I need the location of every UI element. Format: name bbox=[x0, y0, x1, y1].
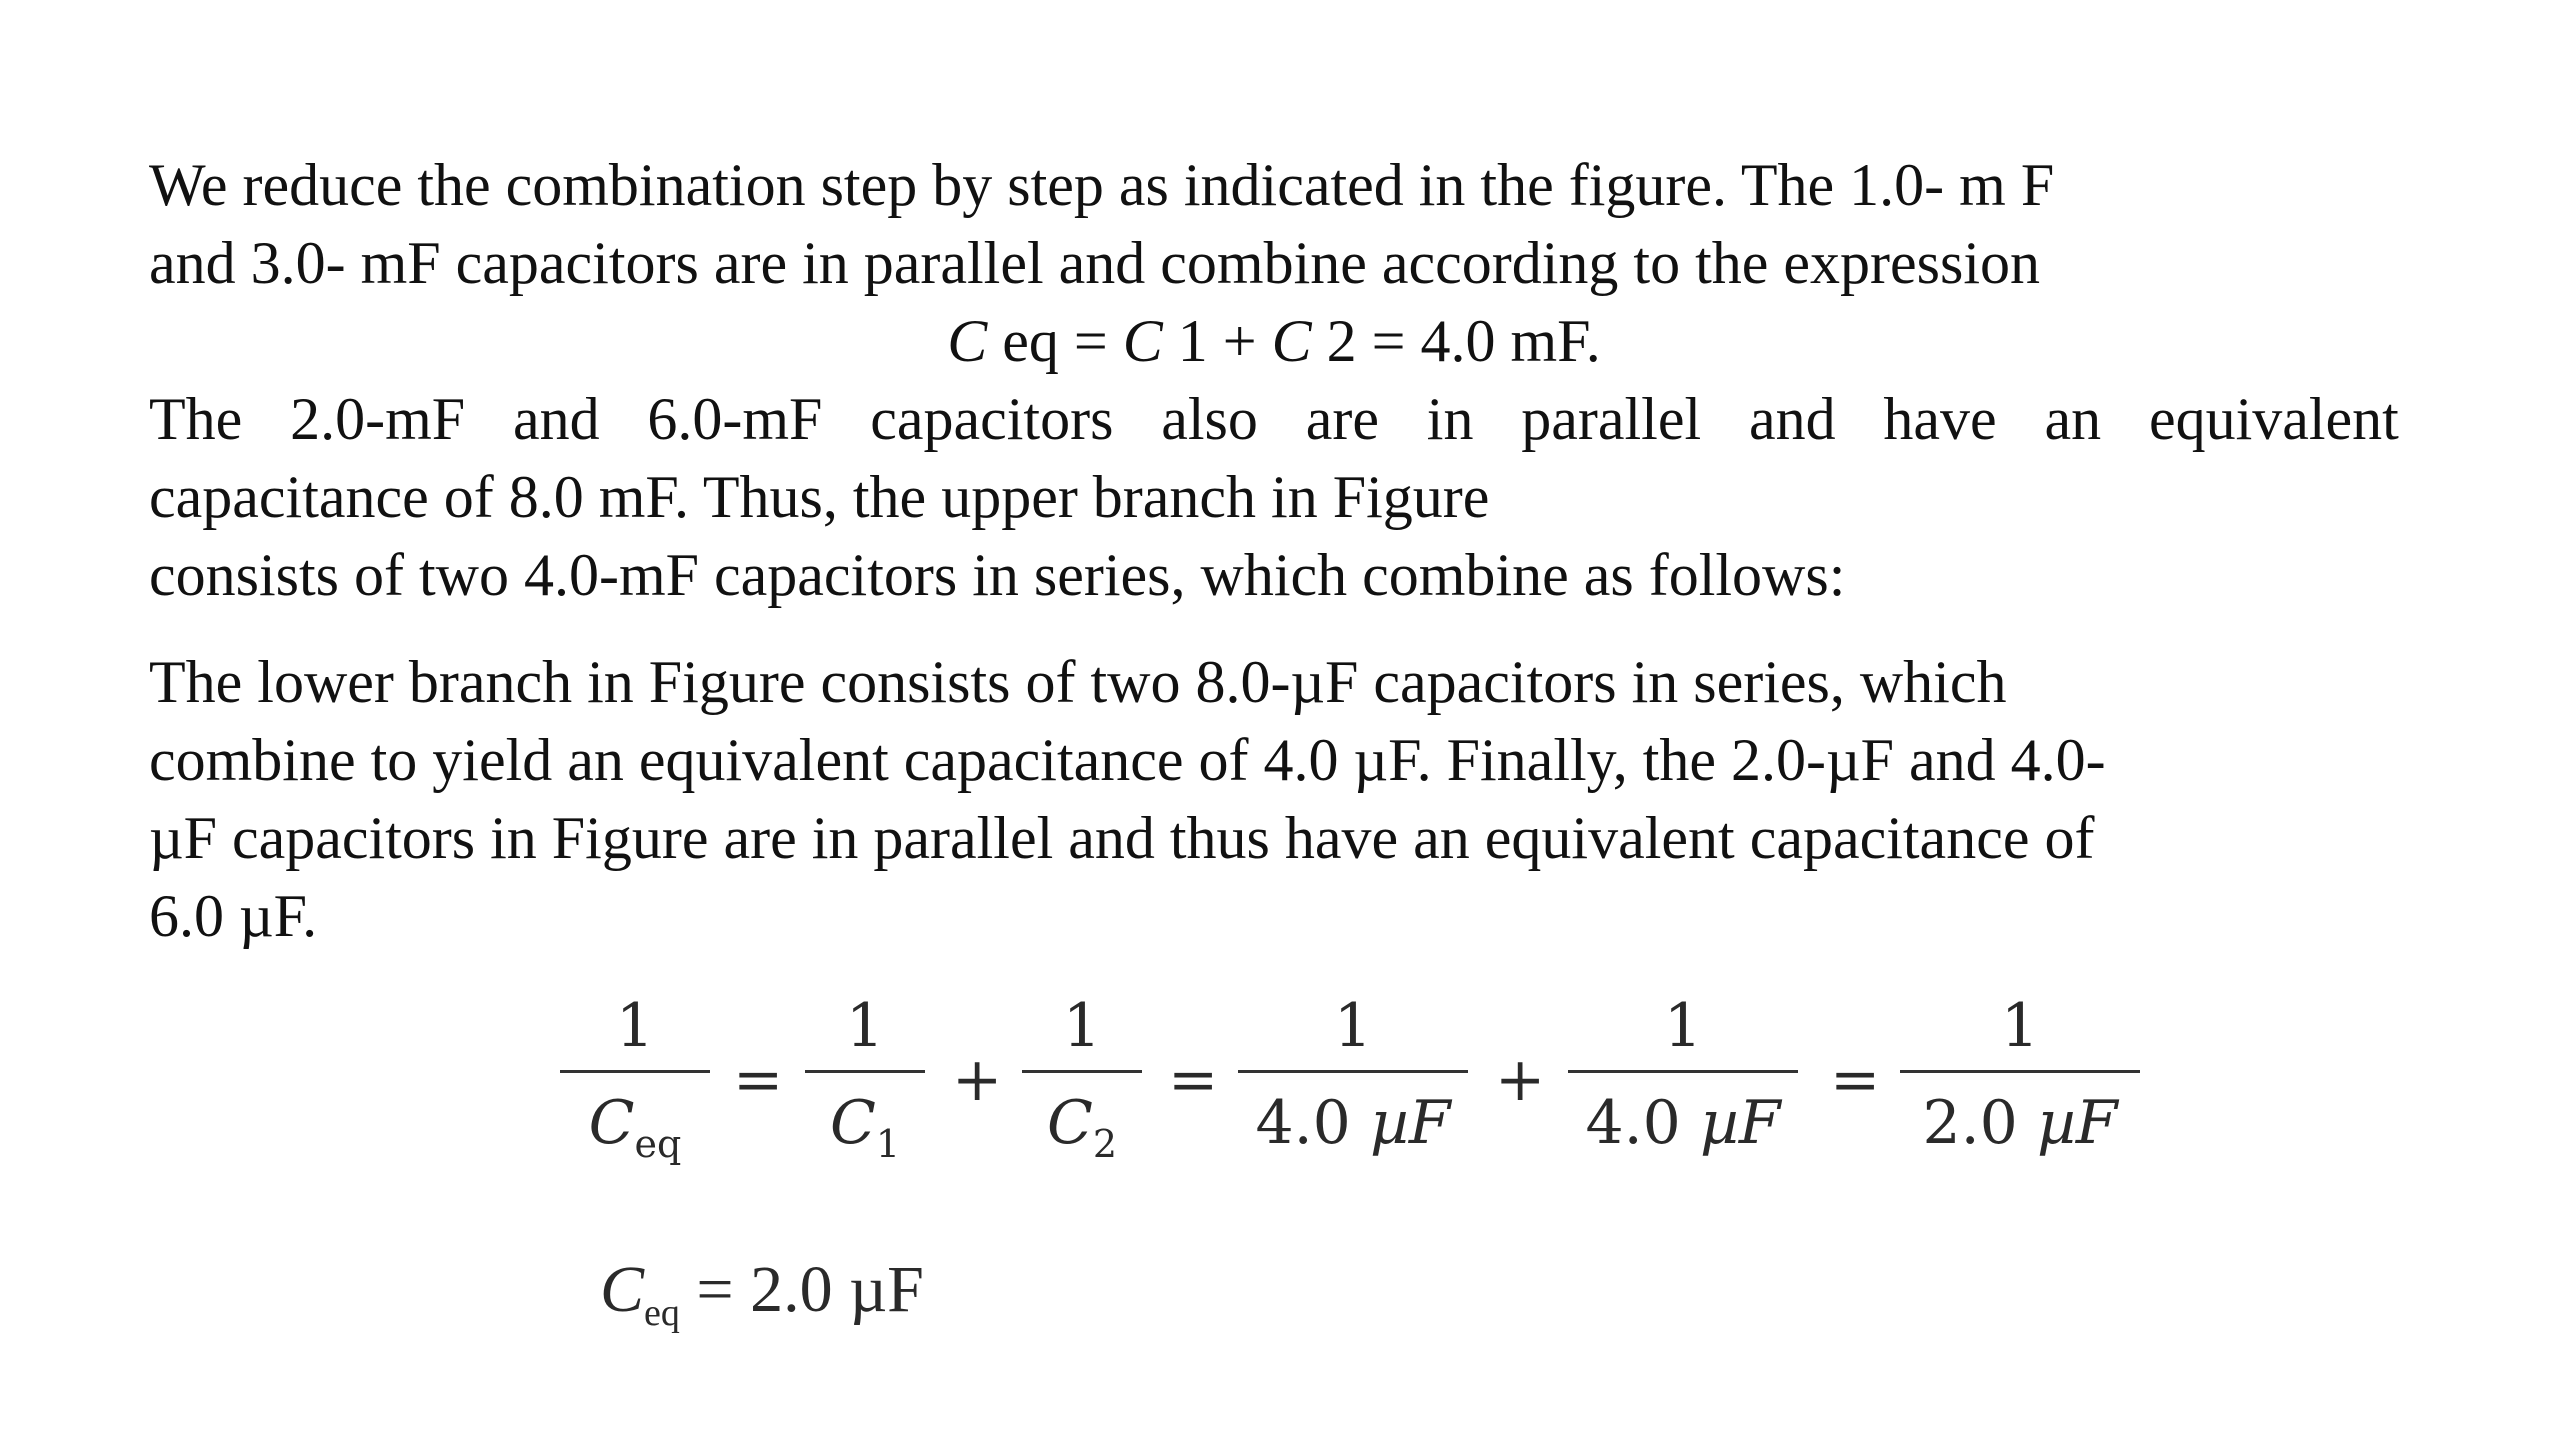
paragraph-upper-branch bbox=[149, 380, 2399, 614]
numerator: 1 bbox=[615, 991, 655, 1061]
eq-symbol: C bbox=[1271, 308, 1312, 374]
denominator: $C_2$ bbox=[1046, 1088, 1118, 1166]
fraction-term1 bbox=[1238, 990, 1468, 1163]
result-equation bbox=[600, 1250, 924, 1353]
denominator: $C_1$ bbox=[829, 1088, 901, 1166]
fraction-bar bbox=[1568, 1070, 1798, 1073]
parallel-equation bbox=[149, 302, 2399, 380]
text-line: µF capacitors in Figure are in parallel and thus have an equivalent capacitance of bbox=[149, 805, 2095, 871]
text-line: and 3.0- mF capacitors are in parallel and combine according to the expression bbox=[149, 230, 2040, 296]
word: 6.0-mF bbox=[647, 386, 823, 452]
text-line: combine to yield an equivalent capacitance of 4.0 µF. Finally, the 2.0-µF and 4.0- bbox=[149, 727, 2106, 793]
fraction-c2 bbox=[1022, 990, 1142, 1166]
text-line: capacitance of 8.0 mF. Thus, the upper branch in Figure bbox=[149, 464, 1490, 530]
word: parallel bbox=[1521, 386, 1702, 452]
word: an bbox=[2044, 386, 2102, 452]
paragraph-lower-branch bbox=[149, 643, 2106, 955]
denominator: 4.0 µF bbox=[1255, 1088, 1451, 1158]
word: in bbox=[1426, 386, 1474, 452]
eq-symbol: C bbox=[947, 308, 988, 374]
result-subscript: eq bbox=[644, 1292, 680, 1334]
denominator: 4.0 µF bbox=[1585, 1088, 1781, 1158]
eq-text: eq = bbox=[987, 308, 1123, 374]
word: equivalent bbox=[2148, 386, 2399, 452]
numerator: 1 bbox=[845, 991, 885, 1061]
fraction-bar bbox=[1238, 1070, 1468, 1073]
text-line: 6.0 µF. bbox=[149, 883, 318, 949]
denominator: $C_{eq}$ bbox=[588, 1088, 682, 1166]
fraction-bar bbox=[1900, 1070, 2140, 1073]
result-value: = 2.0 µF bbox=[679, 1253, 924, 1326]
plus-sign: + bbox=[952, 1045, 1003, 1115]
fraction-lhs bbox=[560, 990, 710, 1166]
eq-text: 2 = 4.0 mF. bbox=[1311, 308, 1601, 374]
fraction-term2 bbox=[1568, 990, 1798, 1163]
equals-sign: = bbox=[733, 1045, 784, 1115]
fraction-c1 bbox=[805, 990, 925, 1166]
numerator: 1 bbox=[1663, 991, 1703, 1061]
paragraph-intro bbox=[149, 146, 2054, 302]
numerator: 1 bbox=[1062, 991, 1102, 1061]
fraction-term3 bbox=[1900, 990, 2140, 1163]
word: capacitors bbox=[870, 386, 1114, 452]
word: and bbox=[512, 386, 600, 452]
word: have bbox=[1883, 386, 1997, 452]
numerator: 1 bbox=[1333, 991, 1373, 1061]
eq-symbol: C bbox=[1122, 308, 1163, 374]
denominator: 2.0 µF bbox=[1922, 1088, 2118, 1158]
text-line: The lower branch in Figure consists of two 8.0-µF capacitors in series, which bbox=[149, 649, 2007, 715]
plus-sign: + bbox=[1495, 1045, 1546, 1115]
word: 2.0-mF bbox=[290, 386, 466, 452]
text-line: We reduce the combination step by step as indicated in the figure. The 1.0- m F bbox=[149, 152, 2055, 218]
equals-sign: = bbox=[1168, 1045, 1219, 1115]
result-symbol: C bbox=[600, 1253, 645, 1326]
word: are bbox=[1305, 386, 1379, 452]
word: The bbox=[149, 386, 243, 452]
fraction-bar bbox=[805, 1070, 925, 1073]
fraction-bar bbox=[560, 1070, 710, 1073]
numerator: 1 bbox=[2000, 991, 2040, 1061]
eq-text: 1 + bbox=[1162, 308, 1272, 374]
word: also bbox=[1161, 386, 1258, 452]
justified-line bbox=[149, 380, 2399, 458]
fraction-bar bbox=[1022, 1070, 1142, 1073]
text-line: consists of two 4.0-mF capacitors in series, which combine as follows: bbox=[149, 542, 1846, 608]
word: and bbox=[1748, 386, 1836, 452]
equals-sign: = bbox=[1830, 1045, 1881, 1115]
